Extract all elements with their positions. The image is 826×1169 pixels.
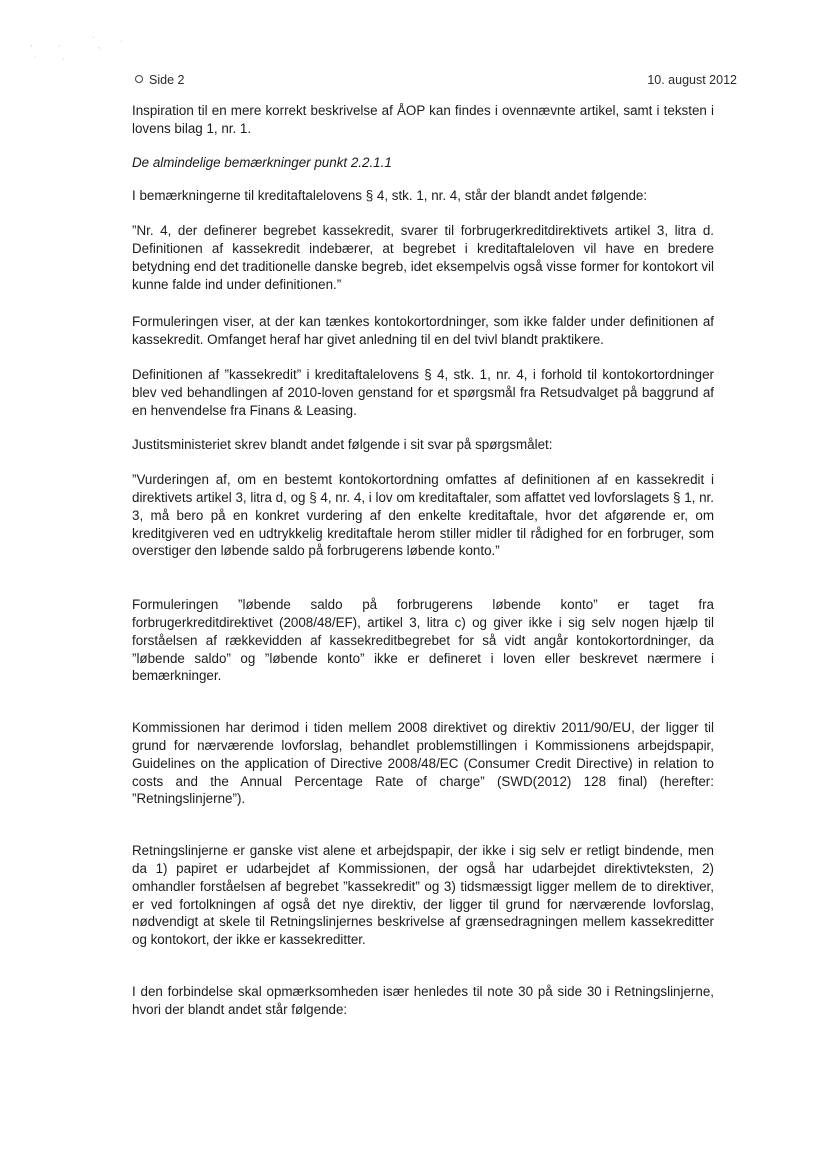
paragraph: Kommissionen har derimod i tiden mellem 2008 direktivet og direktiv 2011/90/EU, der ligger til grund for nærværende lovforslag, behandlet problemstillingen i Kommissionens arbejdspapir, Guidelines on the application of Directive 2008/48/EC (Consumer Credit Directive) in relation to costs and the Annual Percentage Rate of charge” (SWD(2012) 128 final) (herefter: ”Retningslinjerne”). [132, 720, 714, 807]
page-number-text: Side 2 [149, 73, 185, 87]
page-number [135, 73, 184, 87]
paragraph: I den forbindelse skal opmærksomheden især henledes til note 30 på side 30 i Retningslinjerne, hvori der blandt andet står følgende: [132, 983, 714, 1017]
quote-paragraph: ”Nr. 4, der definerer begrebet kassekredit, svarer til forbrugerkreditdirektivets artikel 3, litra d. Definitionen af kassekredit indebærer, at begrebet i kreditaftaleloven vil have en bredere betydning end det traditionelle danske begreb, idet eksempelvis også visse former for kontokort vil kunne falde ind under definitionen.” [132, 223, 714, 292]
scan-specks: ˊ · ˏ · · ˎ · [30, 34, 123, 63]
paragraph: I bemærkningerne til kreditaftalelovens § 4, stk. 1, nr. 4, står der blandt andet følgende: [132, 188, 648, 204]
paragraph: Justitsministeriet skrev blandt andet følgende i sit svar på spørgsmålet: [132, 437, 553, 453]
paragraph: Inspiration til en mere korrekt beskrivelse af ÅOP kan findes i ovennævnte artikel, samt i teksten i lovens bilag 1, nr. 1. [132, 103, 714, 136]
paragraph: Retningslinjerne er ganske vist alene et arbejdspapir, der ikke i sig selv er retligt bindende, men da 1) papiret er udarbejdet af Kommissionen, der også har udarbejdet direktivteksten, 2) omhandler forståelsen af begrebet ”kassekredit” og 3) tidsmæssigt ligger mellem de to direktiver, er ved fortolkningen af også det nye direktiv, der ligger til grund for nærværende lovforslag, nødvendigt at skele til Retningslinjernes beskrivelse af grænsedragningen mellem kassekreditter og kontokort, der ikke er kassekreditter. [132, 843, 714, 948]
bullet-icon [135, 75, 143, 83]
paragraph: Formuleringen ”løbende saldo på forbrugerens løbende konto” er taget fra forbrugerkreditdirektivet (2008/48/EF), artikel 3, litra c) og giver ikke i sig selv nogen hjælp til forståelsen af rækkevidden af kassekreditbegrebet for så vidt angår kontokortordninger, da ”løbende saldo” og ”løbende konto” ikke er defineret i loven eller beskrevet nærmere i bemærkninger. [132, 597, 714, 684]
document-date: 10. august 2012 [647, 73, 737, 87]
document-body [132, 102, 714, 1018]
quote-paragraph: ”Vurderingen af, om en bestemt kontokortordning omfattes af definitionen af en kassekredit i direktivets artikel 3, litra d, og § 4, nr. 4, i lov om kreditaftaler, som affattet ved lovforslagets § 1, nr. 3, må bero på en konkret vurdering af den enkelte kreditaftale, hvor det afgørende er, om kreditgiveren ved en udtrykkelig kreditaftale herom stiller midler til rådighed for en forbruger, som overstiger den løbende saldo på forbrugerens løbende konto.” [132, 472, 714, 559]
paragraph: Definitionen af ”kassekredit” i kreditaftalelovens § 4, stk. 1, nr. 4, i forhold til kontokortordninger blev ved behandlingen af 2010-loven genstand for et spørgsmål fra Retsudvalget på baggrund af en henvendelse fra Finans & Leasing. [132, 366, 714, 418]
page-header [135, 73, 737, 91]
section-heading: De almindelige bemærkninger punkt 2.2.1.1 [132, 154, 392, 170]
paragraph: Formuleringen viser, at der kan tænkes kontokortordninger, som ikke falder under definitionen af kassekredit. Omfanget heraf har givet anledning til en del tvivl blandt praktikere. [132, 314, 714, 348]
